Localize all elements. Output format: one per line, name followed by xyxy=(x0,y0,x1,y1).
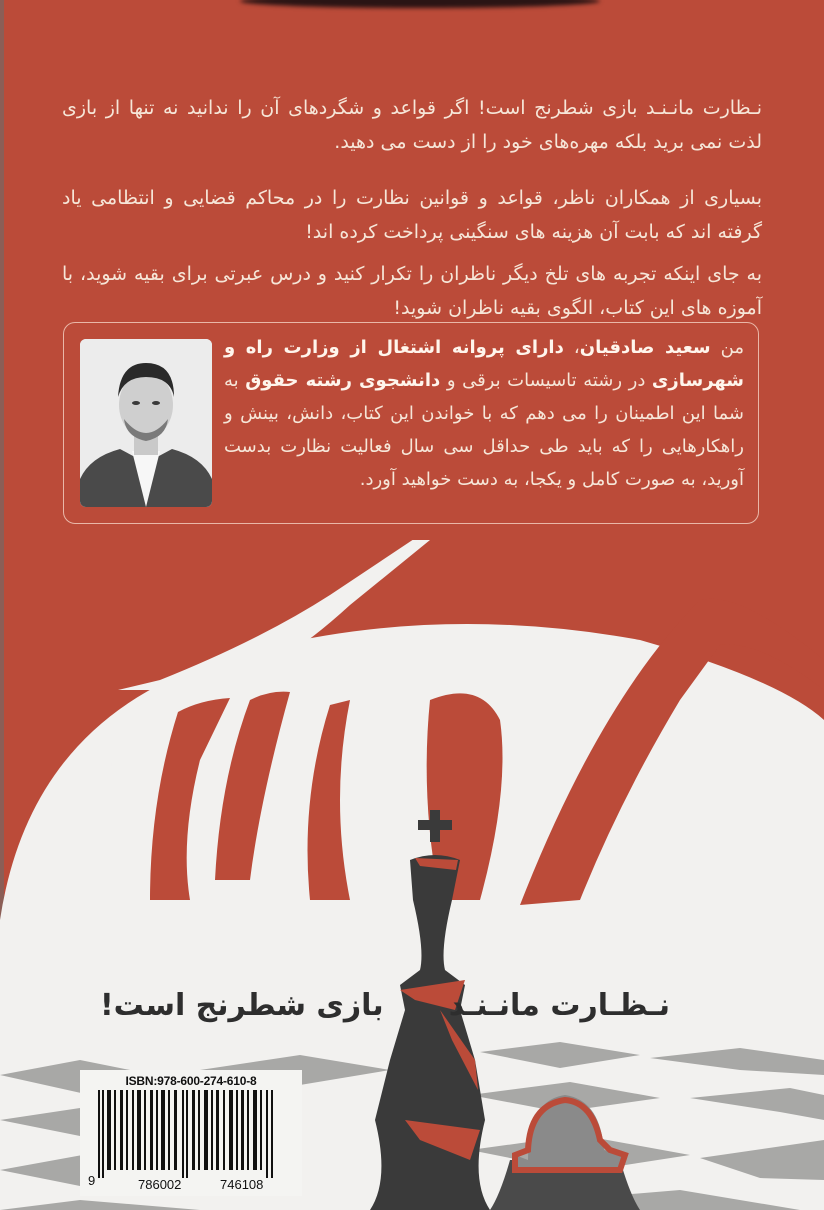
author-license: دارای پروانه اشتغال از وزارت راه و شهرسازی xyxy=(224,337,744,391)
author-name: سعید صادقیان xyxy=(579,337,711,358)
bio-rest: به شما این اطمینان را می دهم که با خواندن این کتاب، دانش، بینش و راهکارهایی را که باید طی حداقل سی سال فعالیت نظارت بدست آورید، به صورت کامل و یکجا، به دست خواهید آورد. xyxy=(224,370,744,490)
bio-mid: در رشته تاسیسات برقی و xyxy=(440,370,652,391)
author-study: دانشجوی رشته حقوق xyxy=(245,370,441,391)
title-headline xyxy=(60,988,760,1038)
title-part-2: بازی شطرنج است! xyxy=(100,988,384,1023)
bio-intro: من xyxy=(710,337,744,358)
portrait-icon xyxy=(80,339,212,507)
title-part-1: نـظـارت مانـنـد xyxy=(448,988,670,1023)
barcode-group-2: 746108 xyxy=(220,1177,264,1192)
isbn-label: ISBN:978-600-274-610-8 xyxy=(125,1074,257,1088)
paragraph-lessons: به جای اینکه تجربه های تلخ دیگر ناظران را تکرار کنید و درس عبرتی برای بقیه شوید، با آموزه های این کتاب، الگوی بقیه ناظران شوید! xyxy=(62,263,762,319)
barcode-lead-digit: 9 xyxy=(88,1173,96,1188)
paragraph-intro: نـظارت مانـنـد بازی شطرنج است! اگر قواعد و شگردهای آن را ندانید نه تنها از بازی لذت نمی برید بلکه مهره‌های خود را از دست می دهید. xyxy=(62,97,762,153)
barcode-group-1: 786002 xyxy=(138,1177,182,1192)
author-bio-box xyxy=(63,322,759,524)
bio-separator: ، xyxy=(563,337,580,358)
isbn-barcode xyxy=(80,1070,302,1196)
barcode-icon xyxy=(96,1090,286,1178)
author-photo xyxy=(80,339,212,507)
top-shadow xyxy=(240,0,600,8)
author-bio-text xyxy=(224,331,744,496)
paragraph-colleagues: بسیاری از همکاران ناظر، قواعد و قوانین نظارت را در محاکم قضایی و انتظامی یاد گرفته اند که بابت آن هزینه های سنگینی پرداخت کرده اند! xyxy=(62,187,762,243)
